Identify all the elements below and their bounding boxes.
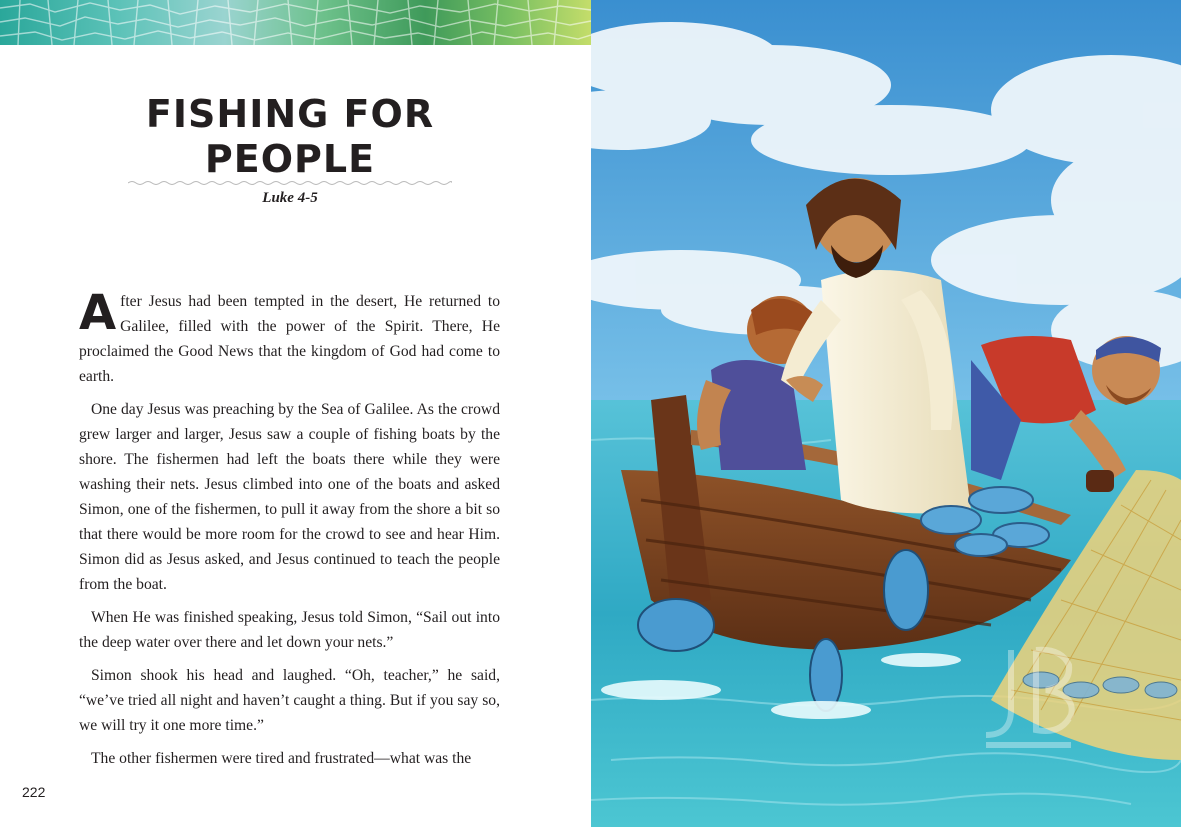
- page-title: [100, 92, 480, 182]
- paragraph-5: The other fishermen were tired and frustrated—what was the: [91, 750, 472, 767]
- title-divider: [128, 180, 452, 186]
- paragraph-1-text: fter Jesus had been tempted in the desert, He returned to Galilee, filled with the power of the Spirit. There, He proclaimed the Good News that the kingdom of God had come to earth.: [79, 293, 500, 385]
- page-number: 222: [22, 784, 46, 800]
- title-line-1: FISHING FOR: [145, 92, 435, 136]
- paragraph-3: When He was finished speaking, Jesus told Simon, “Sail out into the deep water over there and let down your nets.”: [79, 609, 500, 651]
- paragraph-1: [79, 285, 500, 389]
- paragraph-2: One day Jesus was preaching by the Sea of Galilee. As the crowd grew larger and larger, Jesus saw a couple of fishing boats by the shore. The fishermen had left the boats there while they were washing their nets. Jesus climbed into one of the boats and asked Simon, one of the fishermen, to pull it away from the shore a bit so that there would be more room for the crowd to see and hear Him. Simon did as Jesus asked, and Jesus continued to teach the people from the boat.: [79, 401, 500, 593]
- drop-cap: A: [79, 285, 117, 341]
- illustration-page: [591, 0, 1181, 827]
- paragraph-4: Simon shook his head and laughed. “Oh, teacher,” he said, “we’ve tried all night and haven’t caught a thing. But if you say so, we will try it one more time.”: [79, 667, 500, 734]
- scripture-reference: Luke 4-5: [262, 190, 318, 206]
- fishing-illustration: [591, 0, 1181, 827]
- story-text: [79, 285, 500, 779]
- mosaic-pattern: [0, 0, 591, 45]
- title-line-2: PEOPLE: [204, 137, 376, 181]
- mosaic-header-band: [0, 0, 591, 45]
